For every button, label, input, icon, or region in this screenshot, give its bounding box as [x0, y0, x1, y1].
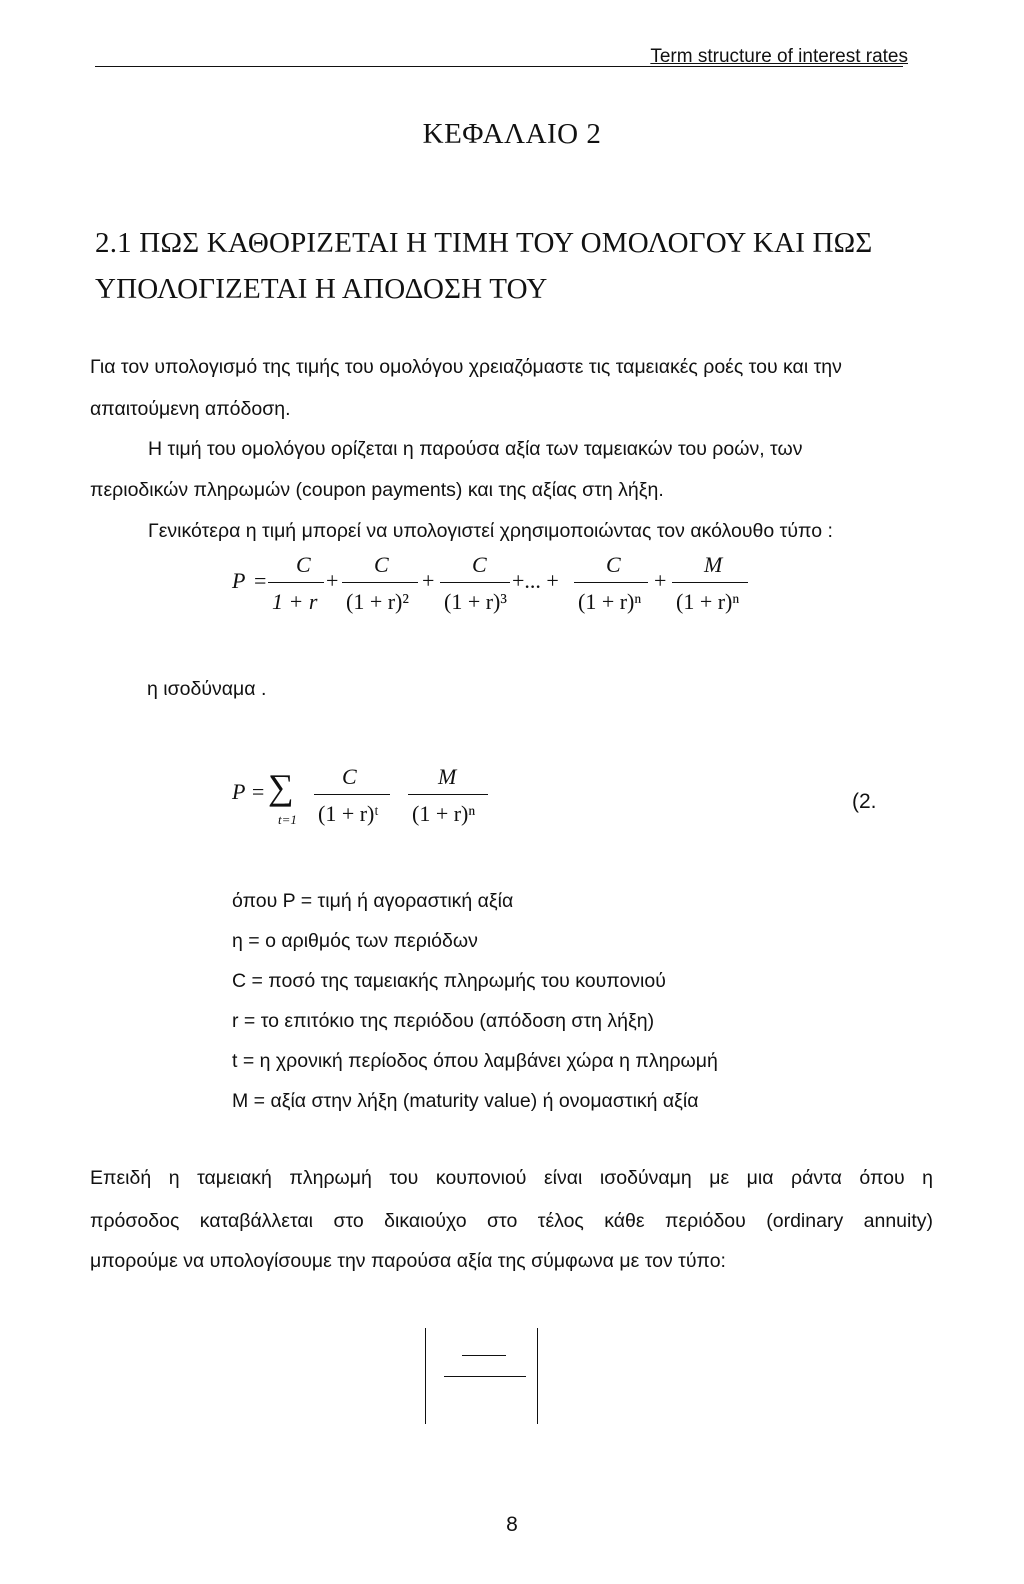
- running-header: Term structure of interest rates: [650, 46, 908, 67]
- closing-paragraph-line-1: Επειδή η ταμειακή πληρωμή του κουπονιού είναι ισοδύναμη με μια ράντα όπου η: [90, 1167, 933, 1189]
- formula2-den-t: (1 + r)ᵗ: [318, 801, 379, 826]
- formula1-num-m: M: [704, 552, 723, 577]
- page-number: 8: [506, 1513, 518, 1536]
- definition-m: M = αξία στην λήξη (maturity value) ή ονομαστική αξία: [232, 1090, 699, 1112]
- formula1-fraction-bar-m: [672, 582, 748, 583]
- formula1-num-2: C: [374, 552, 389, 577]
- formula1-den-3: (1 + r)³: [444, 589, 507, 614]
- definition-n: η = ο αριθμός των περιόδων: [232, 930, 478, 952]
- formula1-fraction-bar-3: [440, 582, 510, 583]
- formula1-lhs: P: [232, 568, 246, 593]
- formula1-fraction-bar-n: [574, 582, 648, 583]
- section-heading-line-1: 2.1 ΠΩΣ ΚΑΘΟΡΙΖΕΤΑΙ Η ΤΙΜΗ ΤΟΥ ΟΜΟΛΟΓΟΥ ΚΑΙ ΠΩΣ: [95, 227, 873, 259]
- paragraph-1-line-1: Για τον υπολογισμό της τιμής του ομολόγου χρειαζόμαστε τις ταμειακές ροές του και την: [90, 356, 842, 378]
- closing-paragraph-line-2: πρόσοδος καταβάλλεται στο δικαιούχο στο τέλος κάθε περιόδου (ordinary annuity): [90, 1210, 933, 1232]
- fragment-vertical-rule-left: [425, 1328, 426, 1424]
- formula2-sigma: ∑: [268, 767, 294, 807]
- fragment-short-rule: [462, 1355, 506, 1356]
- formula1-fraction-bar-1: [268, 582, 324, 583]
- formula1-num-3: C: [472, 552, 487, 577]
- paragraph-3: Γενικότερα η τιμή μπορεί να υπολογιστεί χρησιμοποιώντας τον ακόλουθο τύπο :: [148, 520, 833, 542]
- fragment-long-rule: [444, 1376, 526, 1377]
- paragraph-1-line-2: απαιτούμενη απόδοση.: [90, 398, 291, 420]
- formula1-den-n: (1 + r)ⁿ: [578, 589, 642, 614]
- formula2-lhs: P =: [232, 779, 266, 804]
- fragment-vertical-rule-right: [537, 1328, 538, 1424]
- formula1-den-m: (1 + r)ⁿ: [676, 589, 740, 614]
- definition-t: t = η χρονική περίοδος όπου λαμβάνει χώρα η πληρωμή: [232, 1050, 718, 1072]
- formula2-num-c: C: [342, 764, 357, 789]
- paragraph-2-line-2: περιοδικών πληρωμών (coupon payments) και της αξίας στη λήξη.: [90, 479, 664, 501]
- chapter-title: ΚΕΦΑΛΑΙΟ 2: [422, 118, 602, 150]
- formula1-plus-1: +: [326, 568, 339, 593]
- definition-p: όπου P = τιμή ή αγοραστική αξία: [232, 890, 514, 912]
- formula1-ellipsis: +... +: [512, 568, 559, 593]
- equivalently-text: η ισοδύναμα .: [147, 678, 267, 700]
- formula1-fraction-bar-2: [342, 582, 418, 583]
- formula2-fraction-bar-1: [314, 794, 390, 795]
- formula1-den-2: (1 + r)²: [346, 589, 409, 614]
- formula1-equals: =: [254, 568, 267, 593]
- section-heading-line-2: ΥΠΟΛΟΓΙΖΕΤΑΙ Η ΑΠΟΔΟΣΗ ΤΟΥ: [95, 273, 548, 305]
- formula1-num-1: C: [296, 552, 311, 577]
- paragraph-2-line-1: Η τιμή του ομολόγου ορίζεται η παρούσα αξία των ταμειακών του ροών, των: [148, 438, 803, 460]
- formula1-plus-2: +: [422, 568, 435, 593]
- formula2-sigma-subscript: t=1: [278, 812, 297, 827]
- formula2-fraction-bar-2: [408, 794, 488, 795]
- formula1-plus-3: +: [654, 568, 667, 593]
- formula2-den-n: (1 + r)ⁿ: [412, 801, 476, 826]
- closing-paragraph-line-3: μπορούμε να υπολογίσουμε την παρούσα αξία της σύμφωνα με τον τύπο:: [90, 1250, 726, 1272]
- definition-r: r = το επιτόκιο της περιόδου (απόδοση στη λήξη): [232, 1010, 655, 1032]
- section-heading: [95, 220, 935, 312]
- formula1-num-n: C: [606, 552, 621, 577]
- formula2-num-m: M: [438, 764, 457, 789]
- formula2-equation-number: (2.: [852, 790, 877, 813]
- formula1-den-1: 1 + r: [272, 589, 318, 614]
- definition-c: C = ποσό της ταμειακής πληρωμής του κουπονιού: [232, 970, 666, 992]
